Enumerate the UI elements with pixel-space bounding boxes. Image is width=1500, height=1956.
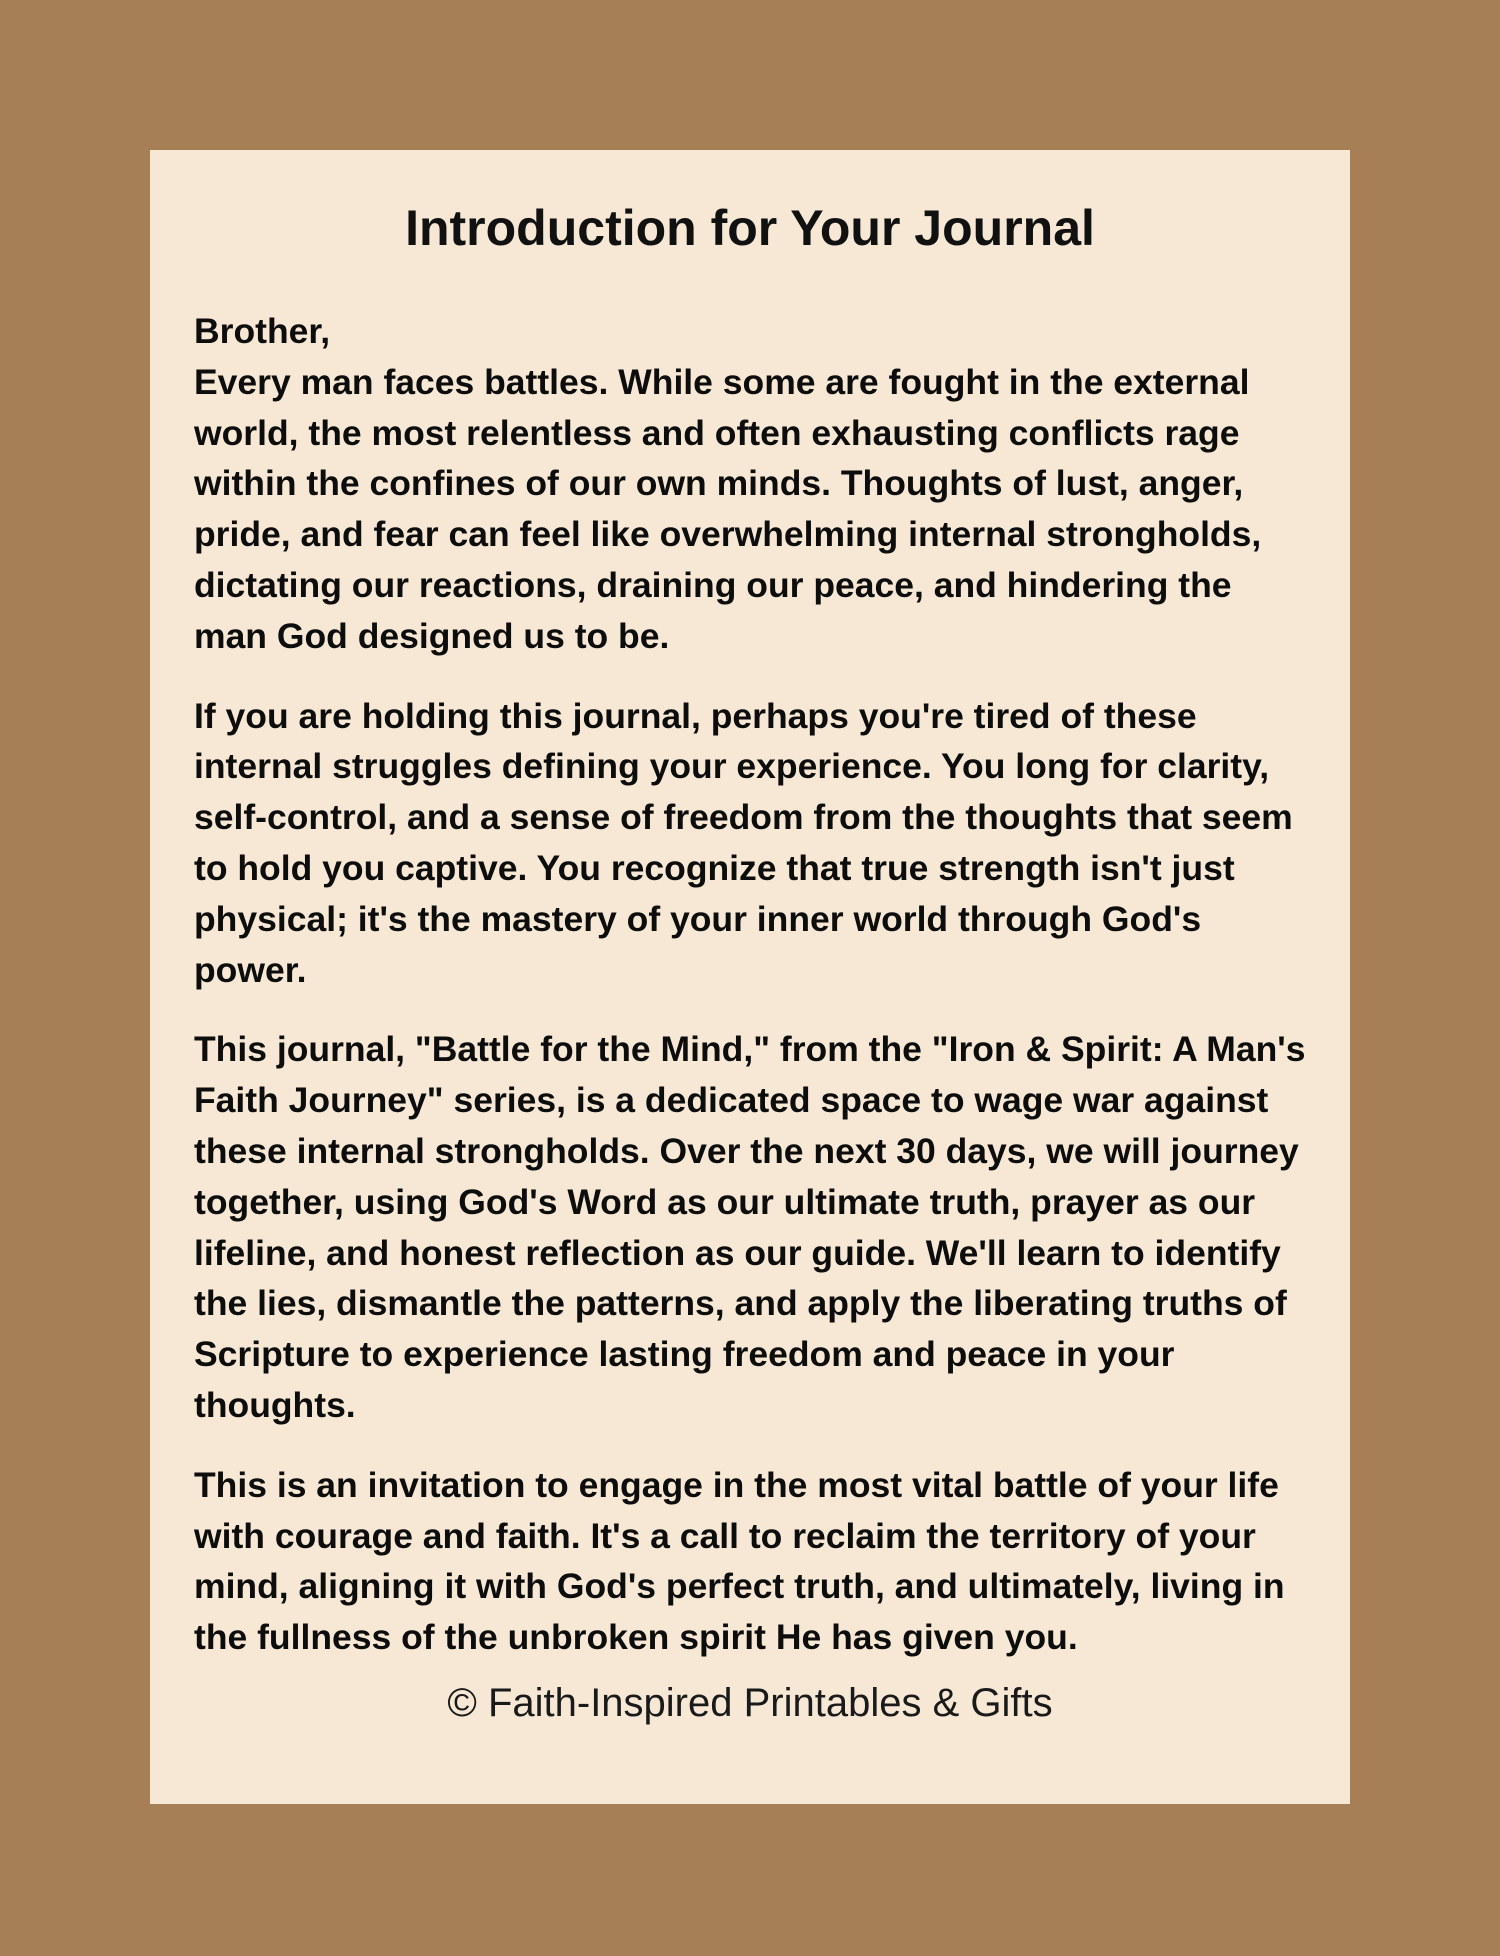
copyright-footer: © Faith-Inspired Printables & Gifts (447, 1680, 1053, 1725)
paragraph-2: If you are holding this journal, perhaps you're tired of these internal struggles defining your experience. You long for clarity, self-control, and a sense of freedom from the thoughts that seem to hold you captive. You recognize that true strength isn't just physical; it's the mastery of your inner world through God's power. (194, 695, 1293, 990)
journal-body (194, 306, 1306, 1663)
paragraph-intro (194, 306, 1306, 662)
paragraph-4: This is an invitation to engage in the most vital battle of your life with courage and faith. It's a call to reclaim the territory of your mind, aligning it with God's perfect truth, and ultimately, living in the fullness of the unbroken spirit He has given you. (194, 1464, 1285, 1658)
paragraph-3: This journal, "Battle for the Mind," from the "Iron & Spirit: A Man's Faith Journey" series, is a dedicated space to wage war against these internal strongholds. Over the next 30 days, we will journey together, using God's Word as our ultimate truth, prayer as our lifeline, and honest reflection as our guide. We'll learn to identify the lies, dismantle the patterns, and apply the liberating truths of Scripture to experience lasting freedom and peace in your thoughts. (194, 1029, 1306, 1425)
paragraph-1-text: Every man faces battles. While some are fought in the external world, the most relentless and often exhausting conflicts rage within the confines of our own minds. Thoughts of lust, anger, pride, and fear can feel like overwhelming internal strongholds, dictating our reactions, draining our peace, and hindering the man God designed us to be. (194, 361, 1262, 656)
salutation: Brother, (194, 311, 331, 351)
journal-page (150, 150, 1350, 1804)
page-title: Introduction for Your Journal (405, 200, 1095, 256)
